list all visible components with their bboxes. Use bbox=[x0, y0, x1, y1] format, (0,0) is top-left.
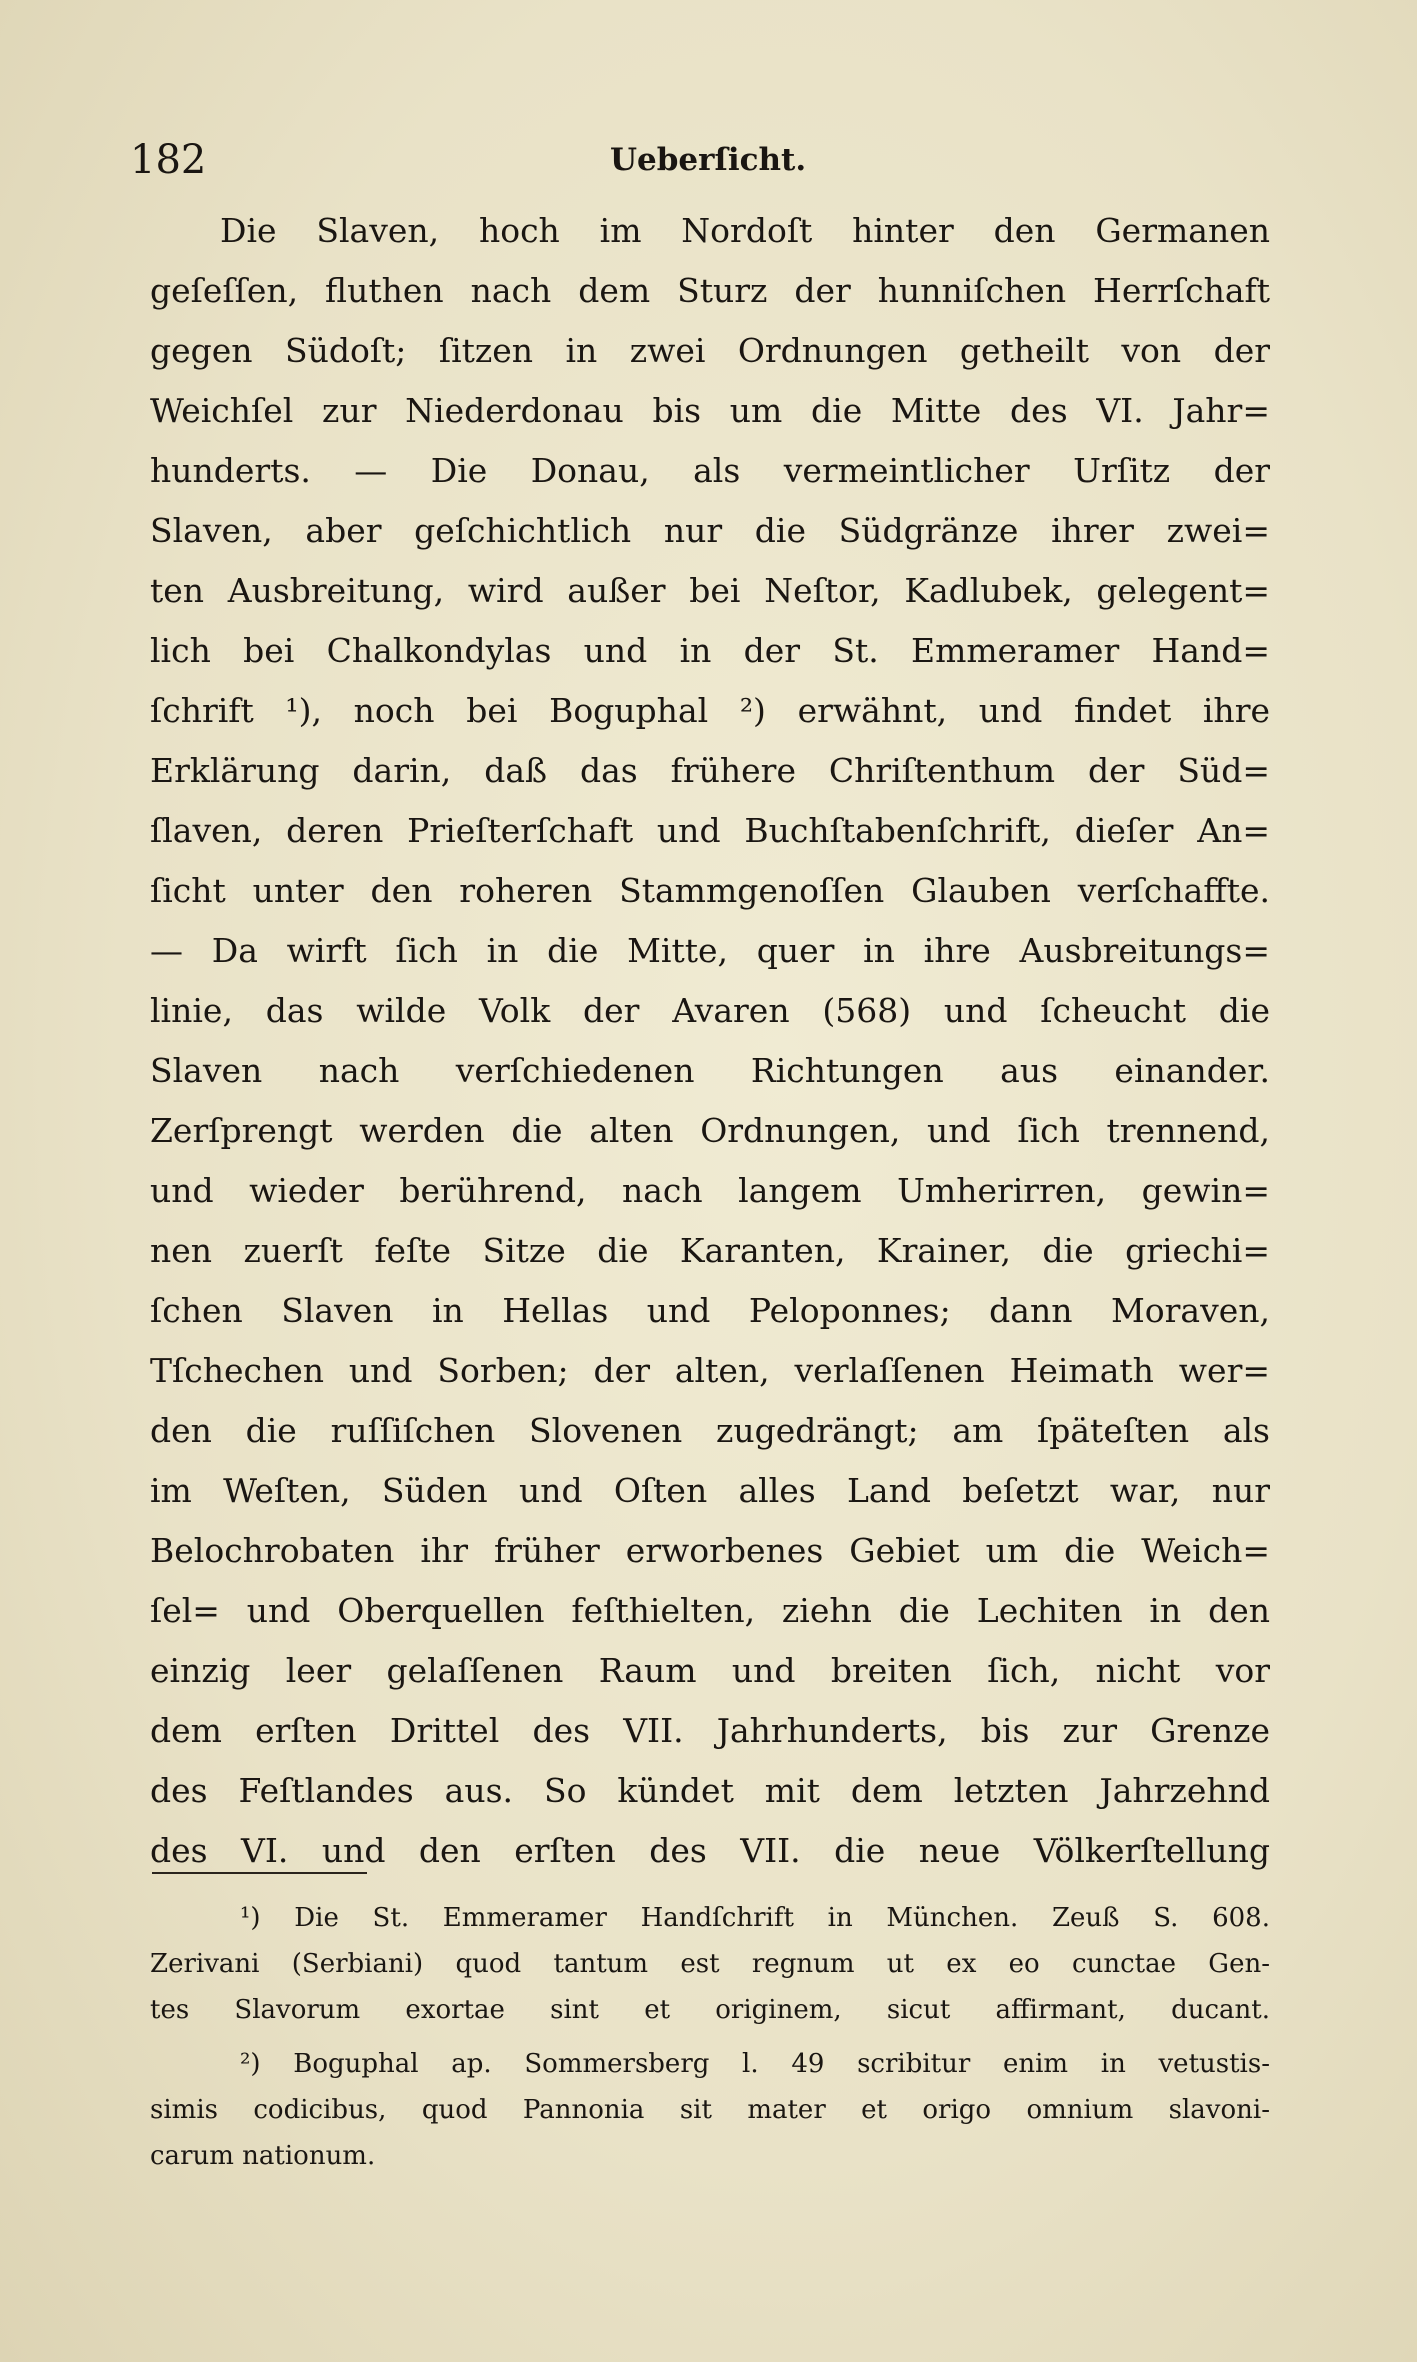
page-header bbox=[130, 130, 1280, 200]
text-line: im Weſten, Süden und Oſten alles Land beſetzt war, nur bbox=[150, 1471, 1270, 1510]
text-line: Die Slaven, hoch im Nordoſt hinter den Germanen bbox=[220, 211, 1270, 250]
text-line: gegen Südoſt; ſitzen in zwei Ordnungen getheilt von der bbox=[150, 331, 1270, 370]
text-line: ſchen Slaven in Hellas und Peloponnes; dann Moraven, bbox=[150, 1291, 1270, 1330]
text-line: dem erſten Drittel des VII. Jahrhunderts, bis zur Grenze bbox=[150, 1711, 1270, 1750]
main-text bbox=[150, 201, 1270, 1881]
text-line: hunderts. — Die Donau, als vermeintlicher Urſitz der bbox=[150, 451, 1270, 490]
text-line: einzig leer gelaſſenen Raum und breiten ſich, nicht vor bbox=[150, 1651, 1270, 1690]
text-line: ſchrift ¹), noch bei Boguphal ²) erwähnt, und findet ihre bbox=[150, 691, 1270, 730]
text-line: geſeſſen, fluthen nach dem Sturz der hunniſchen Herrſchaft bbox=[150, 271, 1270, 310]
footnote-line: simis codicibus, quod Pannonia sit mater et origo omnium slavoni- bbox=[150, 2095, 1270, 2125]
text-line: ſlaven, deren Prieſterſchaft und Buchſtabenſchrift, dieſer An= bbox=[150, 811, 1270, 850]
footnote-divider bbox=[152, 1872, 367, 1874]
text-line: — Da wirft ſich in die Mitte, quer in ihre Ausbreitungs= bbox=[150, 931, 1270, 970]
footnotes bbox=[150, 1895, 1270, 2179]
running-head: Ueberſicht. bbox=[610, 142, 807, 178]
text-line: Erklärung darin, daß das frühere Chriſtenthum der Süd= bbox=[150, 751, 1270, 790]
text-line: des VI. und den erſten des VII. die neue Völkerſtellung bbox=[150, 1831, 1270, 1870]
footnote-line: tes Slavorum exortae sint et originem, sicut affirmant, ducant. bbox=[150, 1995, 1270, 2025]
text-line: Tſchechen und Sorben; der alten, verlaſſenen Heimath wer= bbox=[150, 1351, 1270, 1390]
footnote-line: Zerivani (Serbiani) quod tantum est regnum ut ex eo cunctae Gen- bbox=[150, 1949, 1270, 1979]
text-line: Belochrobaten ihr früher erworbenes Gebiet um die Weich= bbox=[150, 1531, 1270, 1570]
page-number: 182 bbox=[130, 137, 207, 183]
text-line: ſicht unter den roheren Stammgenoſſen Glauben verſchaffte. bbox=[150, 871, 1270, 910]
footnote-line: carum nationum. bbox=[150, 2141, 376, 2171]
text-line: ſel= und Oberquellen feſthielten, ziehn die Lechiten in den bbox=[150, 1591, 1270, 1630]
footnote-line: ²) Boguphal ap. Sommersberg l. 49 scribitur enim in vetustis- bbox=[240, 2049, 1270, 2079]
text-line: linie, das wilde Volk der Avaren (568) und ſcheucht die bbox=[150, 991, 1270, 1030]
text-line: Weichſel zur Niederdonau bis um die Mitte des VI. Jahr= bbox=[150, 391, 1270, 430]
text-line: nen zuerſt feſte Sitze die Karanten, Krainer, die griechi= bbox=[150, 1231, 1270, 1270]
text-line: des Feſtlandes aus. So kündet mit dem letzten Jahrzehnd bbox=[150, 1771, 1270, 1810]
text-line: und wieder berührend, nach langem Umherirren, gewin= bbox=[150, 1171, 1270, 1210]
text-line: lich bei Chalkondylas und in der St. Emmeramer Hand= bbox=[150, 631, 1270, 670]
text-line: Zerſprengt werden die alten Ordnungen, und ſich trennend, bbox=[150, 1111, 1270, 1150]
text-line: ten Ausbreitung, wird außer bei Neſtor, Kadlubek, gelegent= bbox=[150, 571, 1270, 610]
footnote-line: ¹) Die St. Emmeramer Handſchrift in München. Zeuß S. 608. bbox=[240, 1903, 1270, 1933]
text-line: den die ruſſiſchen Slovenen zugedrängt; am ſpäteſten als bbox=[150, 1411, 1270, 1450]
text-line: Slaven nach verſchiedenen Richtungen aus einander. bbox=[150, 1051, 1270, 1090]
text-line: Slaven, aber geſchichtlich nur die Südgränze ihrer zwei= bbox=[150, 511, 1270, 550]
